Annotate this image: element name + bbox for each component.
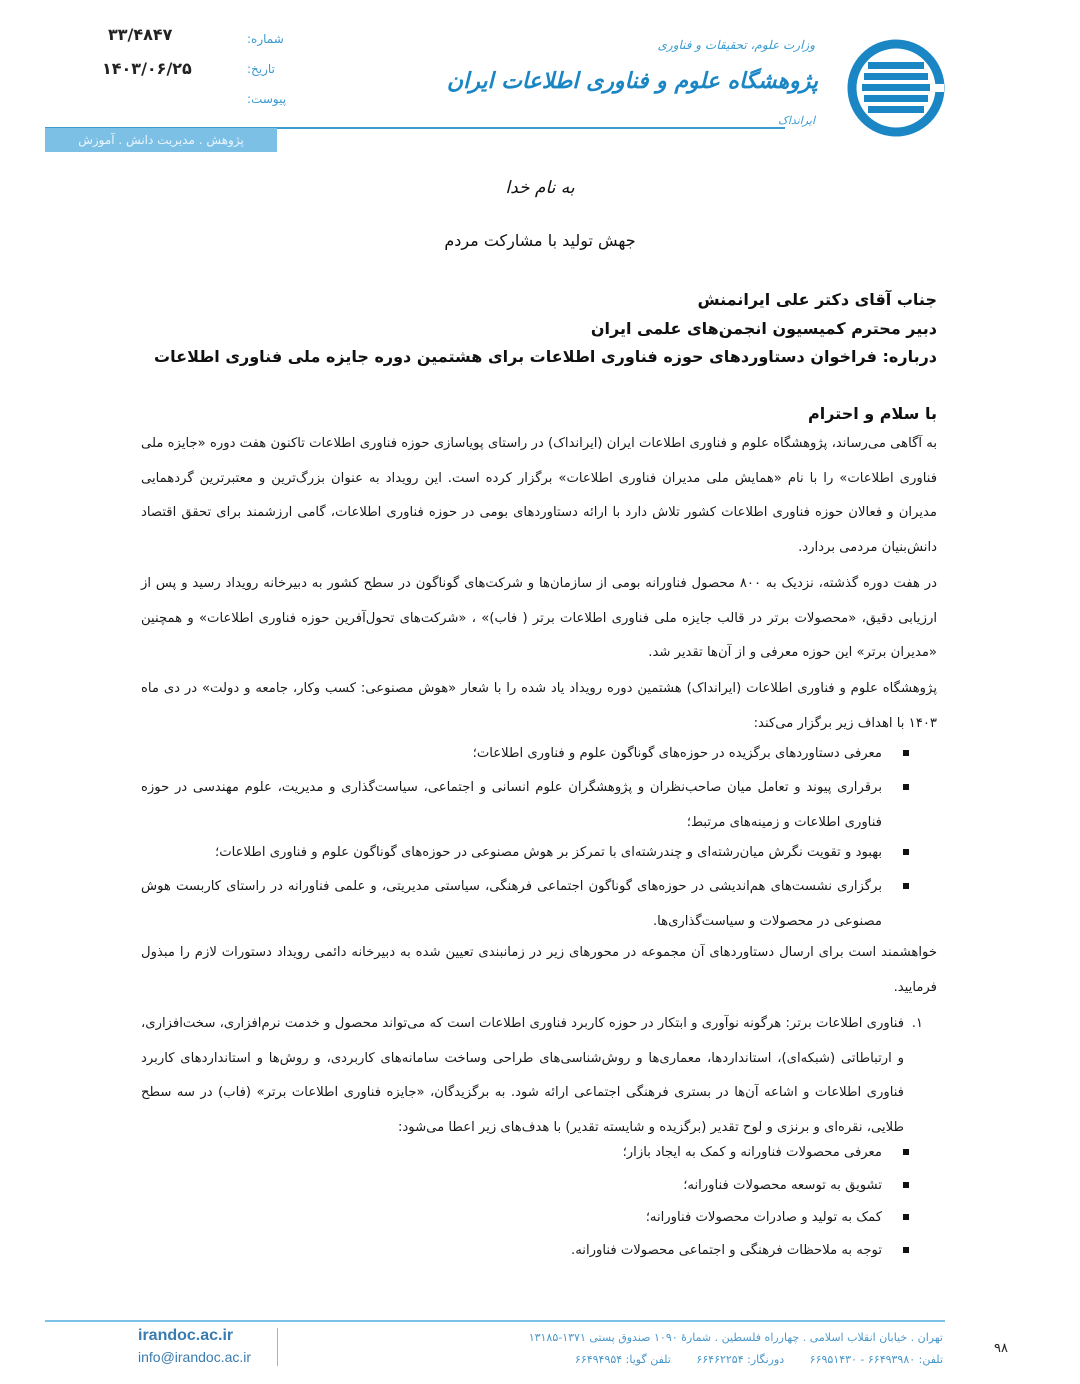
footer-divider: [45, 1320, 945, 1322]
number-label: شماره:: [247, 32, 284, 46]
paragraph-goals-intro: [141, 672, 937, 741]
footer-separator: [277, 1328, 278, 1366]
footer-contacts: [553, 1353, 943, 1366]
footer-ivr: تلفن گویا: ۶۶۴۹۴۹۵۴: [574, 1353, 671, 1366]
footer-address: تهران . خیابان انقلاب اسلامی . چهارراه فلسطین . شمارهٔ ۱۰۹۰ صندوق پستی ۱۳۷۱-۱۳۱۸۵: [528, 1331, 943, 1344]
bullet-icon: [903, 750, 909, 756]
paragraph-4: خواهشمند است برای ارسال دستاوردهای آن مجموعه در محورهای زیر در زمانبندی تعیین شده به دبیرخانه دائمی رویداد دستورات لازم را مبذول فرمایید.: [141, 945, 937, 995]
letter-number: ۳۳/۴۸۴۷: [108, 25, 173, 44]
bullet-icon: [903, 1247, 909, 1253]
bullet-icon: [903, 1214, 909, 1220]
paragraph-2: در هفت دوره گذشته، نزدیک به ۸۰۰ محصول فناورانه بومی از سازمان‌ها و شرکت‌های گوناگون در سطح کشور به دبیرخانه رویداد رسید و پس از ارزیابی دقیق، «محصولات برتر در قالب جایزه ملی فناوری اطلاعات برتر ( فاب)» ، «شرکت‌های تحول‌آفرین حوزه فناوری اطلاعات» و همچنین «مدیران برتر» این حوزه معرفی و از آن‌ها تقدیر شد.: [141, 576, 938, 660]
sub-goal-item: تشویق به توسعه محصولات فناورانه؛: [141, 1169, 937, 1204]
goal-item: برگزاری نشست‌های هم‌اندیشی در حوزه‌های گوناگون اجتماعی فرهنگی، سیاستی مدیریتی، و علمی فناورانه در راستای کاربست هوش مصنوعی در محصولات و سیاست‌گذاری‌ها.: [141, 870, 937, 939]
website-link[interactable]: irandoc.ac.ir: [138, 1327, 234, 1344]
sub-goal-item: معرفی محصولات فناورانه و کمک به ایجاد بازار؛: [141, 1136, 937, 1171]
irandoc-logo-icon: [846, 38, 946, 138]
paragraph-3: پژوهشگاه علوم و فناوری اطلاعات (ایرانداک) هشتمین دوره رویداد یاد شده را با شعار «هوش مصنوعی: کسب وکار، جامعه و دولت» در دی ماه ۱۴۰۳ با اهداف زیر برگزار می‌کند:: [141, 681, 937, 731]
bullet-icon: [903, 849, 909, 855]
item-number: ۱.: [911, 1016, 923, 1031]
institute-abbr: ایرانداک: [778, 114, 815, 127]
sub-goal-item: توجه به ملاحظات فرهنگی و اجتماعی محصولات فناورانه.: [141, 1234, 937, 1269]
date-label: تاریخ:: [247, 62, 275, 76]
sub-goal-item: کمک به تولید و صادرات محصولات فناورانه؛: [141, 1201, 937, 1236]
recipient-name: جناب آقای دکتر علی ایرانمنش: [697, 290, 937, 309]
item-text: فناوری اطلاعات برتر: هرگونه نوآوری و ابتکار در حوزه کاربرد فناوری اطلاعات است که می‌تواند محصول و خدمت نرم‌افزاری، سخت‌افزاری، و ارتباطاتی (شبکه‌ای)، استانداردها، معماری‌ها و روش‌شناسی‌های طراحی وساخت سامانه‌های کاربردی، و روش‌ها و استانداردهای کاربرد فناوری اطلاعات و اشاعه آن‌ها در بستری فرهنگی اجتماعی ارائه شود. به برگزیدگان، «جایزه فناوری اطلاعات برتر» (فاب) در سه سطح طلایی، نقره‌ای و برنزی و لوح تقدیر (برگزیده و شایسته تقدیر) با هدف‌های زیر اعطا می‌شود:: [141, 1016, 904, 1135]
footer-phone: تلفن: ۶۶۴۹۳۹۸۰ - ۶۶۹۵۱۴۳۰: [809, 1353, 943, 1366]
greeting: با سلام و احترام: [808, 404, 937, 423]
bullet-icon: [903, 1182, 909, 1188]
bullet-icon: [903, 883, 909, 889]
paragraph-intro: [141, 427, 937, 565]
bullet-icon: [903, 1149, 909, 1155]
goal-item: بهبود و تقویت نگرش میان‌رشته‌ای و چندرشته‌ای با تمرکز بر هوش مصنوعی در حوزه‌های گوناگون علوم و فناوری اطلاعات؛: [141, 836, 937, 871]
numbered-item: [141, 1007, 937, 1145]
page-number: ۹۸: [994, 1341, 1008, 1356]
email-link[interactable]: info@irandoc.ac.ir: [138, 1349, 252, 1365]
motto: جهش تولید با مشارکت مردم: [444, 231, 636, 250]
attachment-label: پیوست:: [247, 92, 287, 106]
paragraph-1: به آگاهی می‌رساند، پژوهشگاه علوم و فناوری اطلاعات ایران (ایرانداک) در راستای پویاسازی حوزه فناوری اطلاعات تاکنون هفت دوره «جایزه ملی فناوری اطلاعات» را با نام «همایش ملی مدیران فناوری اطلاعات» برگزار کرده است. این رویداد به عنوان بزرگ‌ترین و معتبرترین گردهمایی مدیران و فعالان حوزه فناوری اطلاعات کشور تلاش دارد با ارائه دستاوردهای بومی در حوزه فناوری اطلاعات، گامی ارزشمند برای تحقق اقتصاد دانش‌بنیان مردمی بردارد.: [141, 436, 937, 555]
footer-fax: دورنگار: ۶۶۴۶۲۲۵۴: [696, 1353, 785, 1366]
institute-name: پژوهشگاه علوم و فناوری اطلاعات ایران: [446, 68, 818, 94]
header-band: پژوهش . مدیریت دانش . آموزش: [45, 128, 277, 152]
paragraph-request: [141, 936, 937, 1005]
goal-item: برقراری پیوند و تعامل میان صاحب‌نظران و پژوهشگران علوم انسانی و اجتماعی، سیاست‌گذاری و مدیریت، علوم مهندسی در حوزه فناوری اطلاعات و زمینه‌های مرتبط؛: [141, 771, 937, 840]
ministry-name: وزارت علوم، تحقیقات و فناوری: [657, 38, 815, 52]
bullet-icon: [903, 784, 909, 790]
letter-subject: درباره: فراخوان دستاوردهای حوزه فناوری اطلاعات برای هشتمین دوره جایزه ملی فناوری اطلاعات: [154, 347, 937, 366]
paragraph-history: [141, 567, 937, 671]
letter-date: ۱۴۰۳/۰۶/۲۵: [102, 59, 192, 78]
recipient-title: دبیر محترم کمیسیون انجمن‌های علمی ایران: [590, 319, 937, 338]
goal-item: معرفی دستاوردهای برگزیده در حوزه‌های گوناگون علوم و فناوری اطلاعات؛: [141, 737, 937, 772]
bismillah: به نام خدا: [505, 178, 575, 198]
